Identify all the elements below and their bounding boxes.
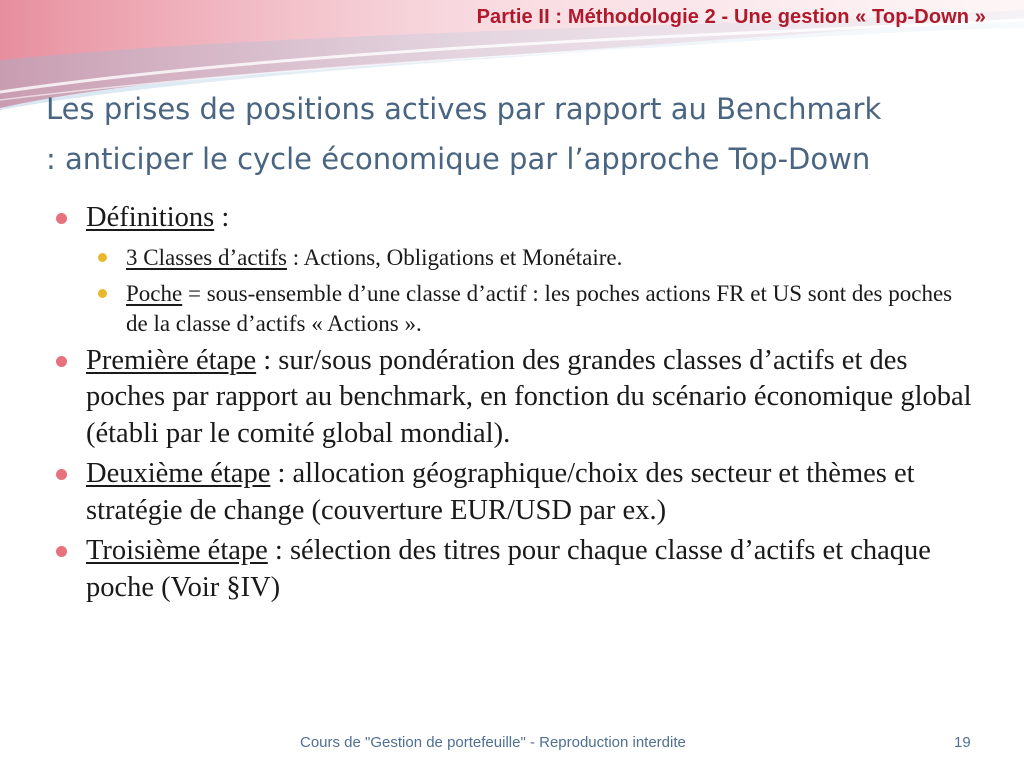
footer-text: Cours de "Gestion de portefeuille" - Reproduction interdite	[300, 734, 686, 751]
bullet-term: Première étape	[86, 344, 257, 376]
sub-bullet-term: 3 Classes d’actifs	[126, 244, 287, 270]
bullet-etape-2	[56, 456, 976, 529]
bullet-text: : allocation géographique/choix des secteur et thèmes et stratégie de change (couverture EUR/USD par ex.)	[86, 458, 915, 526]
bullet-icon	[56, 356, 67, 367]
bullet-list	[56, 200, 976, 610]
title-line-2: : anticiper le cycle économique par l’approche Top-Down	[46, 142, 871, 176]
sub-bullet-text: : Actions, Obligations et Monétaire.	[286, 244, 623, 270]
bullet-etape-1	[56, 343, 976, 453]
bullet-etape-3	[56, 533, 976, 606]
bullet-term: Troisième étape	[86, 535, 268, 566]
bullet-icon	[56, 213, 67, 224]
sub-bullet-icon	[98, 289, 107, 298]
title-line-1: Les prises de positions actives par rapport au Benchmark	[46, 92, 882, 126]
sub-bullet-term: Poche	[126, 280, 183, 306]
sub-bullet-classes	[56, 243, 976, 273]
header-banner: Partie II : Méthodologie 2 - Une gestion « Top-Down »	[476, 6, 986, 28]
bullet-icon	[56, 469, 67, 480]
bullet-term: Définitions	[86, 202, 215, 233]
sub-bullet-icon	[98, 253, 107, 262]
slide-title	[46, 84, 986, 184]
bullet-term: Deuxième étape	[86, 458, 271, 489]
bullet-text: : sur/sous pondération des grandes classes d’actifs et des poches par rapport au benchmark, en fonction du scénario économique global (établi par le comité global mondial).	[86, 344, 972, 449]
bullet-text: : sélection des titres pour chaque classe d’actifs et chaque poche (Voir §IV)	[86, 535, 931, 603]
bullet-text: :	[214, 202, 230, 233]
sub-bullet-text: = sous-ensemble d’une classe d’actif : les poches actions FR et US sont des poches de la classe d’actifs « Actions ».	[126, 280, 953, 336]
bullet-definitions	[56, 200, 976, 237]
sub-bullet-poche	[56, 279, 976, 339]
page-number: 19	[954, 734, 971, 751]
bullet-icon	[56, 546, 67, 557]
